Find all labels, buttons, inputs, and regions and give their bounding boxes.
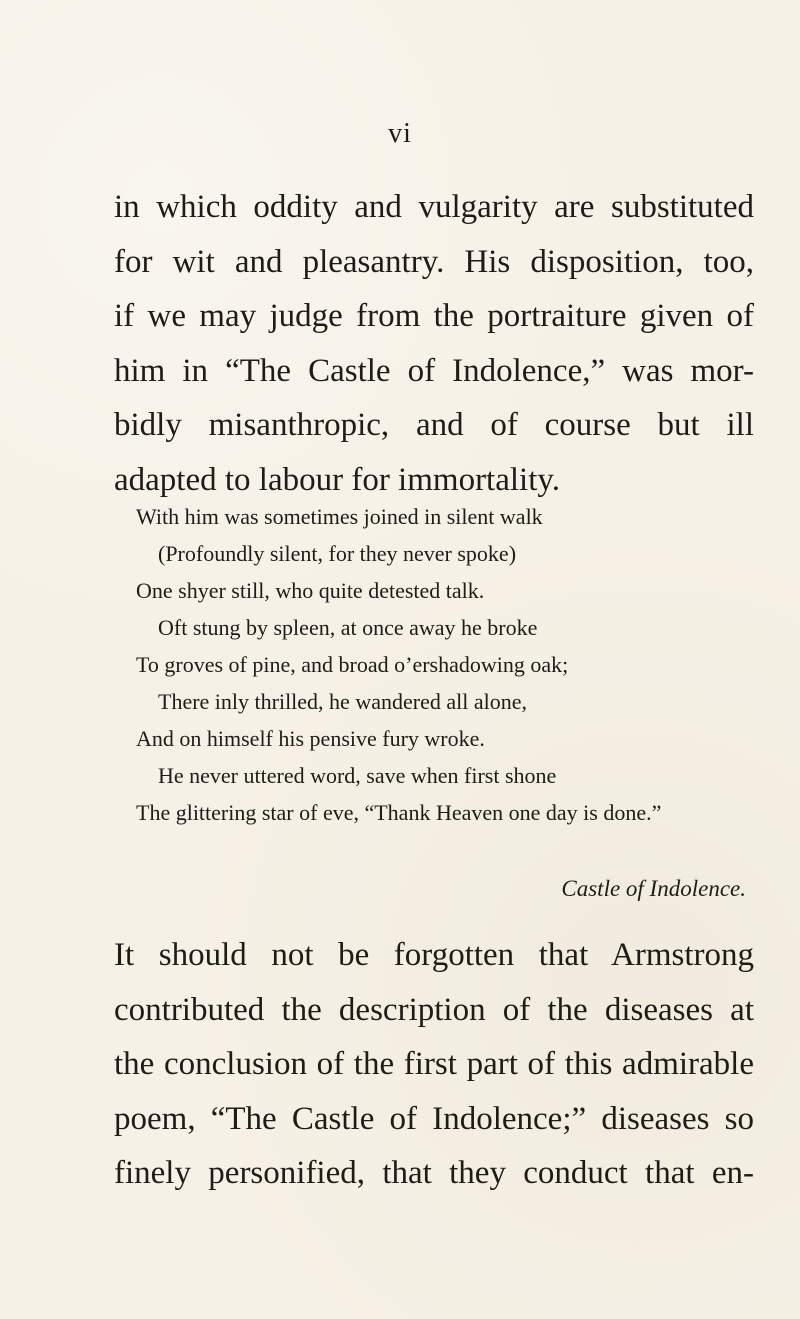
prose-line: poem, “The Castle of Indolence;” diseases so	[114, 1100, 754, 1137]
verse-line: With him was sometimes joined in silent walk	[136, 504, 543, 529]
prose-line: bidly misanthropic, and of course but ill	[114, 407, 754, 443]
prose-line: him in “The Castle of Indolence,” was mor-	[114, 352, 754, 389]
verse-line: There inly thrilled, he wandered all alone,	[158, 689, 527, 714]
prose-line: adapted to labour for immortality.	[114, 461, 560, 498]
verse-line: One shyer still, who quite detested talk.	[136, 578, 485, 603]
verse-line: Oft stung by spleen, at once away he broke	[158, 615, 538, 640]
prose-line: if we may judge from the portraiture given of	[114, 298, 754, 334]
verse-line: The glittering star of eve, “Thank Heaven one day is done.”	[136, 800, 662, 825]
prose-paragraph-bottom	[114, 928, 754, 1201]
prose-line: in which oddity and vulgarity are substituted	[114, 189, 754, 225]
prose-line: contributed the description of the diseases at	[114, 991, 754, 1028]
verse-line: (Profoundly silent, for they never spoke)	[158, 541, 517, 566]
page-number: vi	[388, 118, 412, 149]
poem-attribution: Castle of Indolence.	[561, 876, 746, 901]
prose-line: finely personified, that they conduct that en-	[114, 1155, 754, 1191]
poem-stanza	[136, 498, 746, 831]
verse-line: He never uttered word, save when first shone	[158, 763, 557, 788]
prose-line: It should not be forgotten that Armstrong	[114, 937, 754, 973]
verse-line: And on himself his pensive fury wroke.	[136, 726, 485, 751]
prose-line: for wit and pleasantry. His disposition, too,	[114, 243, 754, 280]
prose-paragraph-top	[114, 180, 754, 507]
prose-line: the conclusion of the first part of this admirable	[114, 1046, 754, 1082]
verse-line: To groves of pine, and broad o’ershadowing oak;	[136, 652, 569, 677]
